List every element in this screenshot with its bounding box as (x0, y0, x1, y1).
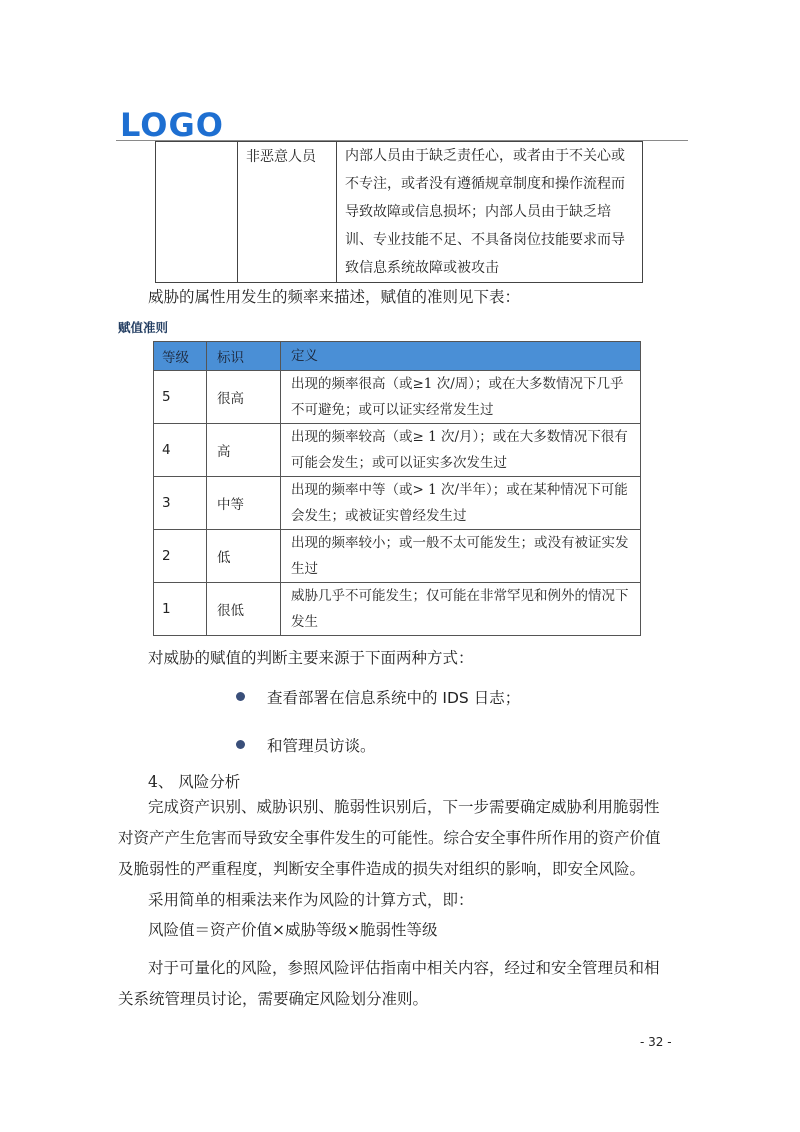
table-row (154, 477, 641, 530)
table-caption: 赋值准则 (118, 320, 169, 335)
cell-label: 高 (207, 424, 281, 477)
paragraph-line: 对资产产生危害而导致安全事件发生的可能性。综合安全事件所作用的资产价值 (118, 829, 661, 847)
paragraph-line: 采用简单的相乘法来作为风险的计算方式，即： (148, 891, 474, 909)
cell-definition: 出现的频率较高（或≥ 1 次/月）；或在大多数情况下很有可能会发生；或可以证实多次发生过 (281, 424, 641, 477)
table-row (154, 530, 641, 583)
paragraph-line: 对于可量化的风险，参照风险评估指南中相关内容，经过和安全管理员和相 (148, 959, 660, 977)
cell-level: 4 (154, 424, 207, 477)
cell-definition: 威胁几乎不可能发生；仅可能在非常罕见和例外的情况下发生 (281, 583, 641, 636)
judgement-paragraph: 对威胁的赋值的判断主要来源于下面两种方式： (148, 649, 474, 667)
paragraph-line: 完成资产识别、威胁识别、脆弱性识别后，下一步需要确定威胁利用脆弱性 (148, 798, 660, 816)
header-level: 等级 (154, 342, 207, 371)
table-cell-description: 内部人员由于缺乏责任心，或者由于不关心或不专注，或者没有遵循规章制度和操作流程而导致故障或信息损坏；内部人员由于缺乏培训、专业技能不足、不具备岗位技能要求而导致信息系统故障或被攻击 (337, 142, 643, 283)
cell-label: 很低 (207, 583, 281, 636)
bullet-dot-icon (236, 692, 245, 701)
table-row (154, 424, 641, 477)
table-row (156, 142, 643, 283)
table-header-row (154, 342, 641, 371)
bullet-text: 和管理员访谈。 (267, 737, 376, 755)
cell-label: 中等 (207, 477, 281, 530)
cell-label: 很高 (207, 371, 281, 424)
paragraph-line: 关系统管理员讨论，需要确定风险划分准则。 (118, 990, 429, 1008)
cell-label: 低 (207, 530, 281, 583)
paragraph-line: 及脆弱性的严重程度，判断安全事件造成的损失对组织的影响，即安全风险。 (118, 860, 646, 878)
intro-paragraph: 威胁的属性用发生的频率来描述，赋值的准则见下表： (148, 288, 521, 306)
formula: 风险值＝资产价值×威胁等级×脆弱性等级 (148, 921, 438, 939)
cell-level: 3 (154, 477, 207, 530)
table-row (154, 371, 641, 424)
bullet-item (236, 734, 676, 756)
table-cell-category: 非恶意人员 (238, 142, 337, 283)
header-definition: 定义 (281, 342, 641, 371)
cell-level: 5 (154, 371, 207, 424)
cell-level: 2 (154, 530, 207, 583)
section-heading: 4、 风险分析 (148, 773, 241, 791)
table-row (154, 583, 641, 636)
logo: LOGO (120, 106, 224, 144)
cell-definition: 出现的频率很高（或≥1 次/周）；或在大多数情况下几乎不可避免；或可以证实经常发生过 (281, 371, 641, 424)
cell-level: 1 (154, 583, 207, 636)
bullet-item (236, 686, 676, 708)
bullet-text: 查看部署在信息系统中的 IDS 日志； (267, 689, 521, 707)
page-number: - 32 - (640, 1035, 672, 1049)
header-label: 标识 (207, 342, 281, 371)
table-cell-empty (156, 142, 238, 283)
bullet-dot-icon (236, 740, 245, 749)
cell-definition: 出现的频率较小；或一般不太可能发生；或没有被证实发生过 (281, 530, 641, 583)
cell-definition: 出现的频率中等（或> 1 次/半年）；或在某种情况下可能会发生；或被证实曾经发生过 (281, 477, 641, 530)
top-table (155, 141, 643, 283)
rating-table (153, 341, 641, 636)
